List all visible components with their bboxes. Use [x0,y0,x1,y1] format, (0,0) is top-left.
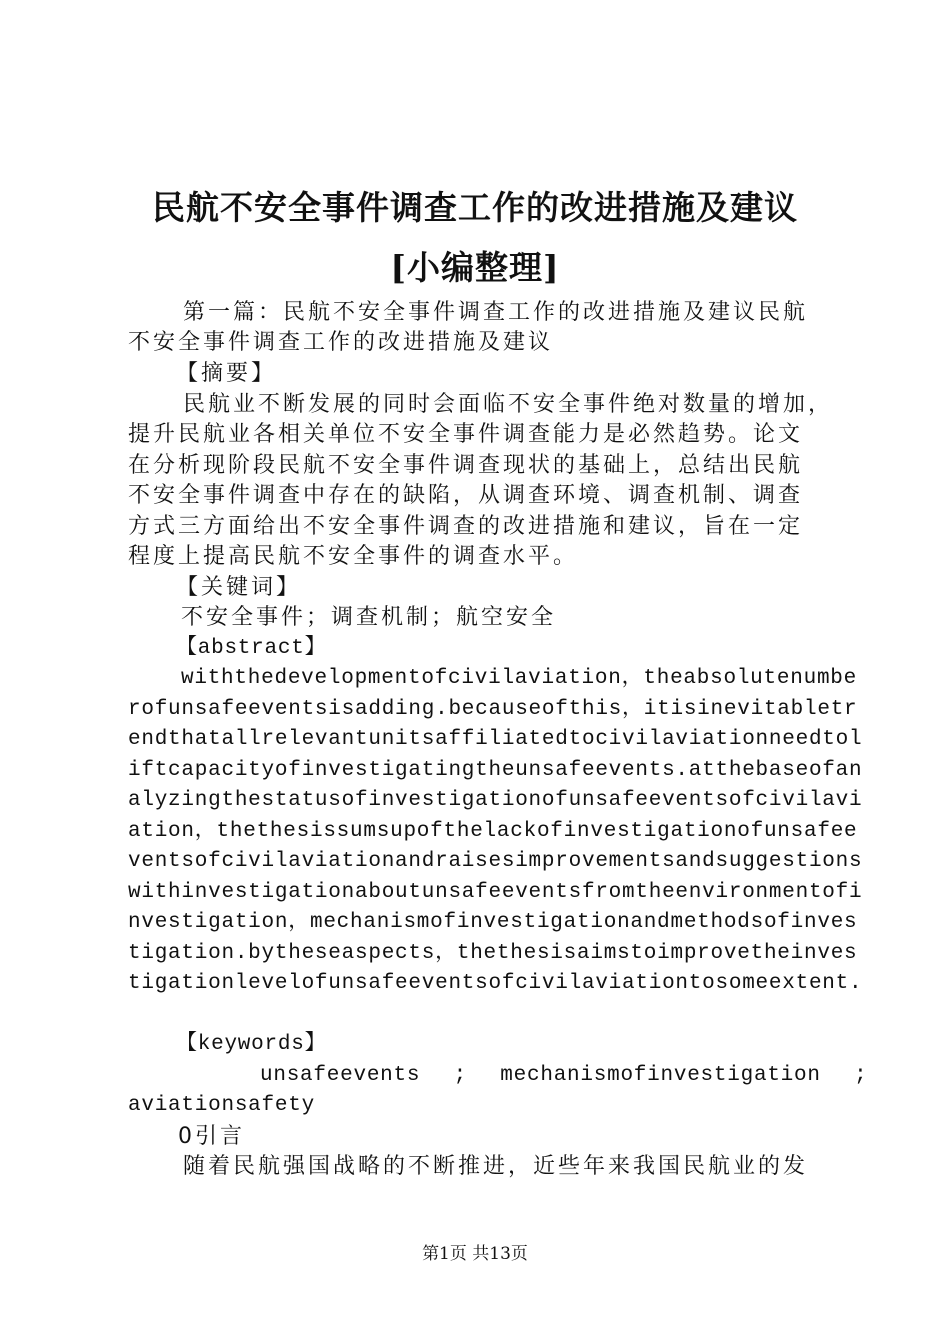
body-line: 第一篇：民航不安全事件调查工作的改进措施及建议民航 [183,300,809,325]
document-title-line-2: [小编整理] [390,248,560,287]
body-line: alyzingthestatusofinvestigationofunsafeeventsofcivilavi [128,789,863,812]
section-heading-introduction: 0引言 [178,1124,245,1149]
body-line: ventsofcivilaviationandraisesimprovementsandsuggestions [128,850,863,873]
keywords-heading-cn: 【关键词】 [176,575,302,600]
body-line: 民航业不断发展的同时会面临不安全事件绝对数量的增加， [183,392,834,417]
page-footer: 第1页 共13页 [422,1244,528,1264]
body-line: tigationlevelofunsafeeventsofcivilaviationtosomeextent. [128,972,863,995]
abstract-heading-cn: 【摘要】 [176,361,277,386]
body-line: nvestigation，mechanismofinvestigationandmethodsofinves [128,911,858,934]
body-line: 提升民航业各相关单位不安全事件调查能力是必然趋势。论文 [128,422,804,447]
body-line: 方式三方面给出不安全事件调查的改进措施和建议，旨在一定 [128,514,804,539]
document-title-line-1: 民航不安全事件调查工作的改进措施及建议 [152,188,798,227]
body-line: withinvestigationaboutunsafeeventsfromtheenvironmentofi [128,881,863,904]
body-line: iftcapacityofinvestigatingtheunsafeevents.atthebaseofan [128,759,863,782]
abstract-heading-en: 【abstract】 [176,637,327,660]
keywords-heading-en: 【keywords】 [176,1033,327,1056]
body-line: 不安全事件调查工作的改进措施及建议 [128,330,554,355]
body-line: 在分析现阶段民航不安全事件调查现状的基础上，总结出民航 [128,453,804,478]
body-line: 随着民航强国战略的不断推进，近些年来我国民航业的发 [183,1154,809,1179]
body-line: endthatallrelevantunitsaffiliatedtocivilaviationneedtol [128,728,863,751]
body-line: rofunsafeeventsisadding.becauseofthis，itisinevitabletr [128,698,858,721]
body-line: 程度上提高民航不安全事件的调查水平。 [128,544,579,569]
body-line: tigation.bytheseaspects，thethesisaimstoimprovetheinves [128,942,858,965]
keywords-cn: 不安全事件；调查机制；航空安全 [181,605,557,630]
body-line: 不安全事件调查中存在的缺陷，从调查环境、调查机制、调查 [128,483,804,508]
body-line: withthedevelopmentofcivilaviation，theabsolutenumbe [181,667,858,690]
keywords-en: unsafeevents ; mechanismofinvestigation ; [260,1064,868,1087]
body-line: ation，thethesissumsupofthelackofinvestigationofunsafee [128,820,858,843]
keywords-en-continued: aviationsafety [128,1094,315,1117]
